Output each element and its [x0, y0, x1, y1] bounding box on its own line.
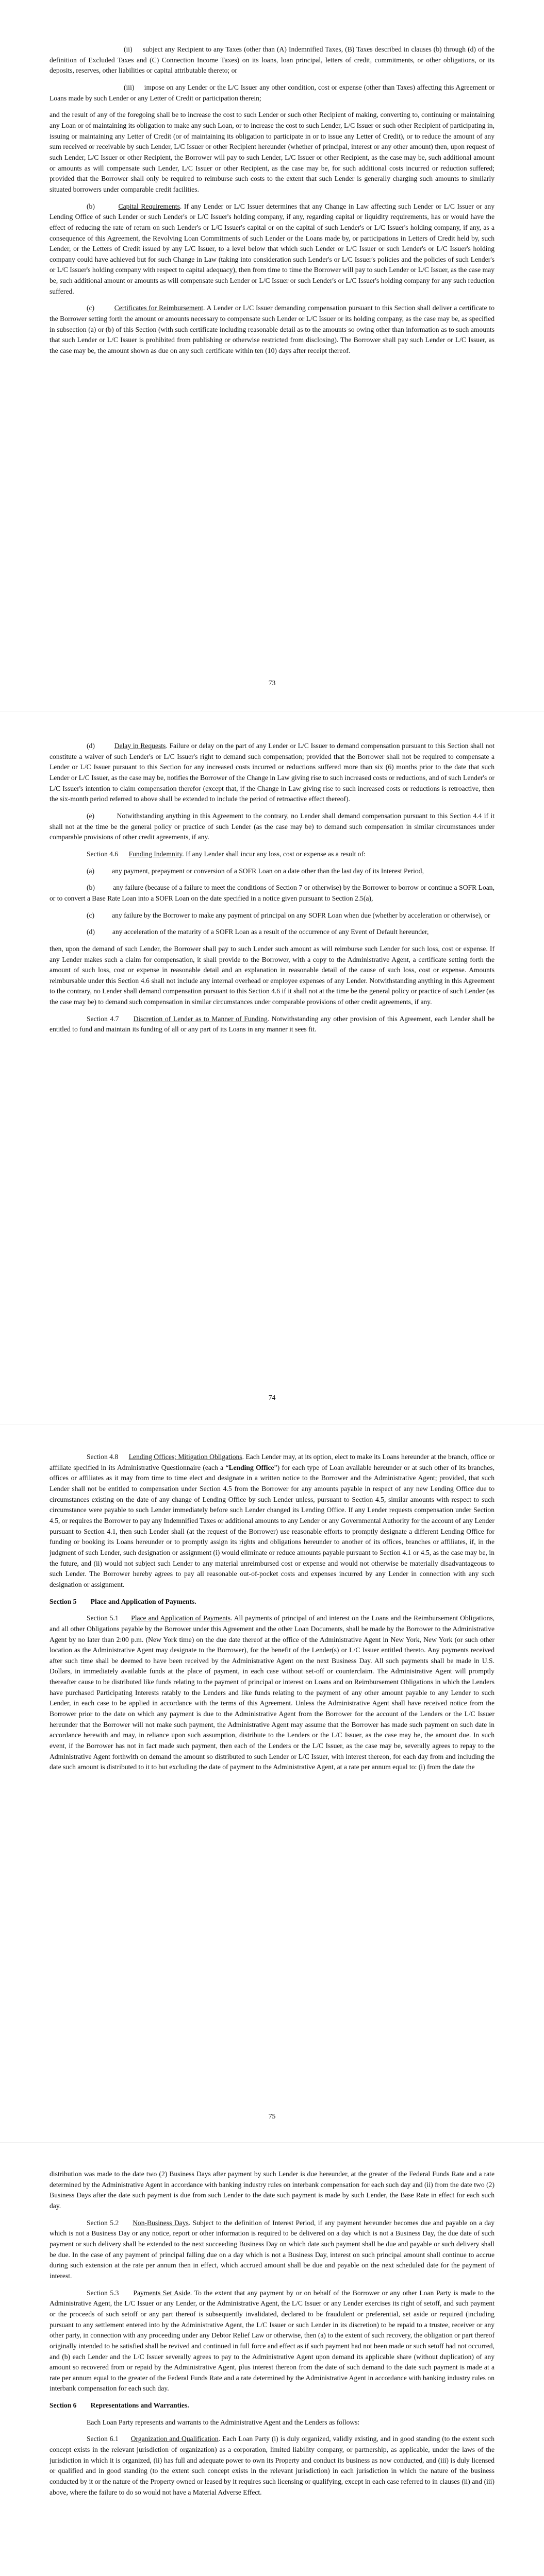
section-number: Section 5.2: [87, 2218, 119, 2227]
section-body: . Each Loan Party (i) is duly organized, validly existing, and in good standing (to the extent such concept exists in the relevant jurisdiction of organization) as a corporation, limited liability company, or partnership, as applicable, under the laws of the jurisdiction in which it is organized, (ii) has full and adequate power to own its Property and conduct its business as now conducted, and (iii) is duly licensed or qualified and in good standing (to the extent such concept exists in the relevant jurisdiction) in each jurisdiction in which the nature of the business conducted by it or the nature of the Property owned or leased by it requires such licensing or qualifying, except in each case referred to in clauses (ii) and (iii) above, where the failure to do so would not have a Material Adverse Effect.: [50, 2435, 495, 2496]
page-divider: [0, 2142, 544, 2143]
clause-number: (e): [87, 811, 95, 820]
section-title: Place and Application of Payments.: [90, 1597, 196, 1605]
clause-body: . If any Lender or L/C Issuer determines that any Change in Law affecting such Lender or L/C Issuer or any Lending Office of such Lender or such Lender's or L/C Issuer's holding company, if any, regarding capital or liquidity requirements, has or would have the effect of reducing the rate of return on such Lender's or L/C Issuer's capital or on the capital of such Lender's or L/C Issuer's holding company, if any, as a consequence of this Agreement, the Revolving Loan Commitments of such Lender or the Loans made by, or participations in Letters of Credit held by, such Lender, or the Letters of Credit issued by any L/C Issuer, to a level below that which such Lender or L/C Issuer or such Lender's or L/C Issuer's holding company could have achieved but for such Change in Law (taking into consideration such Lender's or L/C Issuer's policies and the policies of such Lender's or L/C Issuer's holding company with respect to capital adequacy), then from time to time the Borrower will pay to such Lender or L/C Issuer, as the case may be, such additional amount or amounts as will compensate such Lender or L/C Issuer or such Lender's or L/C Issuer's holding company for any such reduction suffered.: [50, 202, 495, 295]
clause-body: . A Lender or L/C Issuer demanding compensation pursuant to this Section shall deliver a certificate to the Borrower setting forth the amount or amounts necessary to compensate such Lender or L/C Issuer or its holding company, as the case may be, as specified in subsection (a) or (b) of this Section (with such certificate including reasonable detail as to the amounts so owing other than information as to such amounts that such Lender or L/C Issuer is prohibited from publishing or otherwise restricted from disclosing). The Borrower shall pay such Lender or L/C Issuer, as the case may be, the amount shown as due on any such certificate within ten (10) days after receipt thereof.: [50, 304, 495, 355]
clause-number: (c): [87, 911, 95, 919]
paragraph-foregoing-result: and the result of any of the foregoing shall be to increase the cost to such Lender or such other Recipient of making, converting to, continuing or maintaining any Loan or of maintaining its obligation to make any such Loan, or to increase the cost to such Lender, L/C Issuer or such other Recipient of participating in, issuing or maintaining any Letter of Credit (or of maintaining its obligation to participate in or to issue any Letter of Credit), or to reduce the amount of any sum received or receivable by such Lender, L/C Issuer or other Recipient hereunder (whether of principal, interest or any other amount) then, upon request of such Lender, L/C Issuer or other Recipient, the Borrower will pay to such Lender, L/C Issuer or other Recipient, as the case may be, such additional amount or amounts as will compensate such Lender, L/C Issuer or other Recipient, as the case may be, for such additional costs incurred or reduction suffered; provided that the Borrower shall only be required to reimburse such costs to the extent that such Lender is generally charging such amounts to similarly situated borrowers under comparable credit facilities.: [50, 111, 494, 193]
paragraph-certificates-for-reimbursement: [50, 303, 494, 356]
paragraph-clause-d: [50, 927, 494, 938]
section-title: Representations and Warranties.: [90, 2401, 189, 2410]
section-number: Section 6.1: [87, 2435, 119, 2443]
page-75: [0, 1452, 544, 1779]
page-number: 73: [268, 679, 276, 687]
section-body: . To the extent that any payment by or on behalf of the Borrower or any other Loan Party is made to the Administrative Agent, the L/C Issuer or any Lender, or the Administrative Agent, the L/C Issuer or any Lender exercises its right of setoff, and such payment or the proceeds of such setoff or any part thereof is subsequently invalidated, declared to be fraudulent or preferential, set aside or required (including pursuant to any settlement entered into by the Administrative Agent, the L/C Issuer or such Lender in its discretion) to be repaid to a trustee, receiver or any other party, in connection with any proceeding under any Debtor Relief Law or otherwise, then (a) to the extent of such recovery, the obligation or part thereof originally intended to be satisfied shall be revived and continued in full force and effect as if such payment had not been made or such setoff had not occurred, and (b) each Lender and the L/C Issuer severally agrees to pay to the Administrative Agent upon demand its applicable share (without duplication) of any amount so recovered from or repaid by the Administrative Agent, plus interest thereon from the date of such demand to the date such payment is made at a rate per annum equal to the greater of the Federal Funds Rate and a rate determined by the Administrative Agent in accordance with banking industry rules on interbank compensation for each such day.: [50, 2289, 495, 2393]
page-76: [0, 2169, 544, 2504]
paragraph-clause-ii: (ii) subject any Recipient to any Taxes (other than (A) Indemnified Taxes, (B) Taxes described in clauses (b) through (d) of the definition of Excluded Taxes and (C) Connection Income Taxes) on its loans, loan principal, letters of credit, commitments, or other obligations, or its deposits, reserves, other liabilities or capital attributable thereto; or: [50, 45, 494, 75]
section-number: Section 5.1: [87, 1614, 119, 1622]
defined-term: Lending Office: [228, 1463, 274, 1471]
page-73: [0, 44, 544, 363]
section-number: Section 5: [50, 1597, 77, 1605]
paragraph-clause-c: [50, 910, 494, 921]
clause-number: (d): [87, 928, 95, 936]
paragraph-section-4-6: [50, 849, 494, 860]
clause-title: Delay in Requests: [114, 742, 166, 750]
paragraph-distribution-cont: distribution was made to the date two (2) Business Days after payment by such Lender is due hereunder, at the greater of the Federal Funds Rate and a rate determined by the Administrative Agent in accordance with banking industry rules on interbank compensation for each such day and (ii) from the date two (2) Business Days after the date such payment is due from such Lender to the date such payment is made by such Lender, the Base Rate in effect for each such day.: [50, 2170, 494, 2210]
section-number: Section 4.6: [87, 850, 119, 858]
section-title: Place and Application of Payments: [131, 1614, 231, 1622]
section-body-cont: ”) for each type of Loan available hereunder or at such other of its branches, offices or affiliates as it may from time to time elect and designate in a written notice to the Borrower and the Administrative Agent; provided, that such Lender shall not be entitled to compensation under Section 4.5 from the Borrower for any amounts payable in respect of any new Lending Office due to circumstances existing on the date of any change of Lending Office by such Lender unless, pursuant to Section 4.5, similar amounts with respect to such circumstance were payable to such Lender immediately before such Lender changed its Lending Office. If any Lender requests compensation under Section 4.5, or requires the Borrower to pay any Indemnified Taxes or additional amounts to any Lender or any Governmental Authority for the account of any Lender pursuant to Section 4.1, then such Lender shall (at the request of the Borrower) use reasonable efforts to promptly designate a different Lending Office for funding or booking its Loans hereunder or to promptly assign its rights and obligations hereunder to another of its offices, branches or affiliates, if, in the judgment of such Lender, such designation or assignment (i) would eliminate or reduce amounts payable pursuant to Section 4.1 or 4.5, as the case may be, in the future, and (ii) would not subject such Lender to any material unreimbursed cost or expense and would not otherwise be materially disadvantageous to such Lender. The Borrower hereby agrees to pay all reasonable out-of-pocket costs and expenses incurred by any Lender in connection with any such designation or assignment.: [50, 1463, 494, 1588]
section-6-heading: [50, 2400, 494, 2411]
page-number: 75: [268, 2112, 276, 2120]
section-title: Non-Business Days: [133, 2218, 189, 2227]
paragraph-capital-requirements: [50, 201, 494, 297]
clause-number: (b): [87, 202, 95, 210]
clause-number: (c): [87, 304, 95, 312]
section-title: Lending Offices; Mitigation Obligations: [128, 1453, 242, 1461]
clause-body: . Failure or delay on the part of any Lender or L/C Issuer to demand compensation pursuant to this Section shall not constitute a waiver of such Lender's or L/C Issuer's right to demand such compensation; provided that the Borrower shall not be required to compensate a Lender or L/C Issuer pursuant to this Section for any increased costs incurred or reductions suffered more than six (6) months prior to the date that such Lender or L/C Issuer, as the case may be, notifies the Borrower of the Change in Law giving rise to such increased costs or reductions, and of such Lender's or L/C Issuer's intention to claim compensation therefor (except that, if the Change in Law giving rise to such increased costs or reductions is retroactive, then the six-month period referred to above shall be extended to include the period of retroactive effect thereof).: [50, 742, 495, 803]
section-number: Section 5.3: [87, 2289, 119, 2297]
clause-body: any acceleration of the maturity of a SOFR Loan as a result of the occurrence of any Event of Default hereunder,: [112, 928, 429, 936]
paragraph-then-upon-demand: then, upon the demand of such Lender, the Borrower shall pay to such Lender such amount as will reimburse such Lender for such loss, cost or expense. If any Lender makes such a claim for compensation, it shall provide to the Borrower, with a copy to the Administrative Agent, a certificate setting forth the amount of such loss, cost or expense in reasonable detail and an explanation in reasonable detail of the cause of such loss, cost or expense. Amounts reimbursable under this Section 4.6 shall not include any internal overhead or employee expenses of any Lender. Notwithstanding anything in this Agreement to the contrary, no Lender shall demand compensation pursuant to this Section 4.6 if it shall not at the time be the general policy or practice of such Lender (as the case may be) to demand such compensation in similar circumstances under comparable provisions of other credit agreements, if any.: [50, 944, 494, 1006]
section-title: Organization and Qualification: [130, 2435, 219, 2443]
paragraph-section-5-2: [50, 2218, 494, 2282]
section-body: . All payments of principal of and interest on the Loans and the Reimbursement Obligations, and all other Obligations payable by the Borrower under this Agreement and the other Loan Documents, shall be made by the Borrower to the Administrative Agent by no later than 2:00 p.m. (New York time) on the due date thereof at the office of the Administrative Agent in New York, New York (or such other location as the Administrative Agent may designate to the Borrower), for the benefit of the Lender(s) or L/C Issuer entitled thereto. Any payments received after such time shall be deemed to have been received by the Administrative Agent on the next Business Day. All such payments shall be made in U.S. Dollars, in immediately available funds at the place of payment, in each case without set-off or counterclaim. The Administrative Agent will promptly thereafter cause to be distributed like funds relating to the payment of principal or interest on Loans and on Reimbursement Obligations in which the Lenders have purchased Participating Interests ratably to the Lenders and like funds relating to the payment of any other amount payable to any Lender to such Lender, in each case to be applied in accordance with the terms of this Agreement. Unless the Administrative Agent shall have received notice from the Borrower prior to the date on which any payment is due to the Administrative Agent from the Borrower for the account of the Lenders or the L/C Issuer hereunder that the Borrower will not make such payment, the Administrative Agent may assume that the Borrower has made such payment on such date in accordance herewith and may, in reliance upon such assumption, distribute to the Lenders or the L/C Issuer, as the case may be, the amount due. In such event, if the Borrower has not in fact made such payment, then each of the Lenders or the L/C Issuer, as the case may be, severally agrees to repay to the Administrative Agent forthwith on demand the amount so distributed to such Lender or L/C Issuer, with interest thereon, for each day from and including the date such amount is distributed to it to but excluding the date of payment to the Administrative Agent, at a rate per annum equal to: (i) from the date the: [50, 1614, 495, 1771]
paragraph-notwithstanding: [50, 811, 494, 843]
clause-body: any failure by the Borrower to make any payment of principal on any SOFR Loan when due (whether by acceleration or otherwise), or: [112, 911, 490, 919]
paragraph-clause-b: [50, 883, 494, 904]
paragraph-section-4-7: [50, 1014, 494, 1035]
paragraph-clause-a: [50, 866, 494, 877]
clause-body: Notwithstanding anything in this Agreement to the contrary, no Lender shall demand compensation pursuant to this Section 4.4 if it shall not at the time be the general policy or practice of such Lender (as the case may be) to demand such compensation in similar circumstances under comparable provisions of other credit agreements, if any.: [50, 811, 494, 841]
page-74: [0, 741, 544, 1041]
section-body: . Each Lender may, at its option, elect to make its Loans hereunder at the branch, office or affiliate specified in its Administrative Questionnaire (each a “: [50, 1453, 494, 1471]
section-title: Funding Indemnity: [128, 850, 183, 858]
section-5-heading: [50, 1597, 494, 1607]
clause-number: (a): [87, 867, 95, 875]
clause-title: Certificates for Reimbursement: [114, 304, 204, 312]
paragraph-section-5-1: [50, 1613, 494, 1773]
section-number: Section 6: [50, 2401, 77, 2410]
clause-number: (b): [87, 884, 95, 892]
paragraph-section-6-1: [50, 2434, 494, 2498]
page-number: 74: [268, 1394, 276, 1401]
paragraph-each-loan-party: Each Loan Party represents and warrants to the Administrative Agent and the Lenders as follows:: [87, 2418, 360, 2426]
clause-title: Capital Requirements: [118, 202, 180, 210]
clause-body: any payment, prepayment or conversion of a SOFR Loan on a date other than the last day of its Interest Period,: [112, 867, 424, 875]
section-number: Section 4.7: [87, 1014, 119, 1023]
section-body: . If any Lender shall incur any loss, cost or expense as a result of:: [182, 850, 366, 858]
section-body: . Notwithstanding any other provision of this Agreement, each Lender shall be entitled to fund and maintain its funding of all or any part of its Loans in any manner it sees fit.: [50, 1014, 495, 1033]
section-number: Section 4.8: [87, 1453, 119, 1461]
paragraph-section-4-8: [50, 1452, 494, 1590]
section-body: . Subject to the definition of Interest Period, if any payment hereunder becomes due and payable on a day which is not a Business Day or any notice, report or other information is required to be delivered on a day which is not a Business Day, the due date of such payment or such delivery shall be extended to the next succeeding Business Day on which date such payment shall be due and payable or such delivery shall be due. In the case of any payment of principal falling due on a day which is not a Business Day, interest on such principal amount shall continue to accrue during such extension at the rate per annum then in effect, which accrued amount shall be due and payable on the next scheduled date for the payment of interest.: [50, 2218, 494, 2280]
clause-body: any failure (because of a failure to meet the conditions of Section 7 or otherwise) by the Borrower to borrow or continue a SOFR Loan, or to convert a Base Rate Loan into a SOFR Loan on the date specified in a notice given pursuant to Section 2.5(a),: [50, 884, 494, 902]
section-title: Payments Set Aside: [133, 2289, 190, 2297]
paragraph-delay-in-requests: [50, 741, 494, 805]
paragraph-clause-iii: (iii) impose on any Lender or the L/C Issuer any other condition, cost or expense (other than Taxes) affecting this Agreement or Loans made by such Lender or any Letter of Credit or participation therein;: [50, 83, 494, 102]
section-title: Discretion of Lender as to Manner of Funding: [133, 1014, 268, 1023]
clause-number: (d): [87, 742, 95, 750]
paragraph-section-5-3: [50, 2288, 494, 2395]
